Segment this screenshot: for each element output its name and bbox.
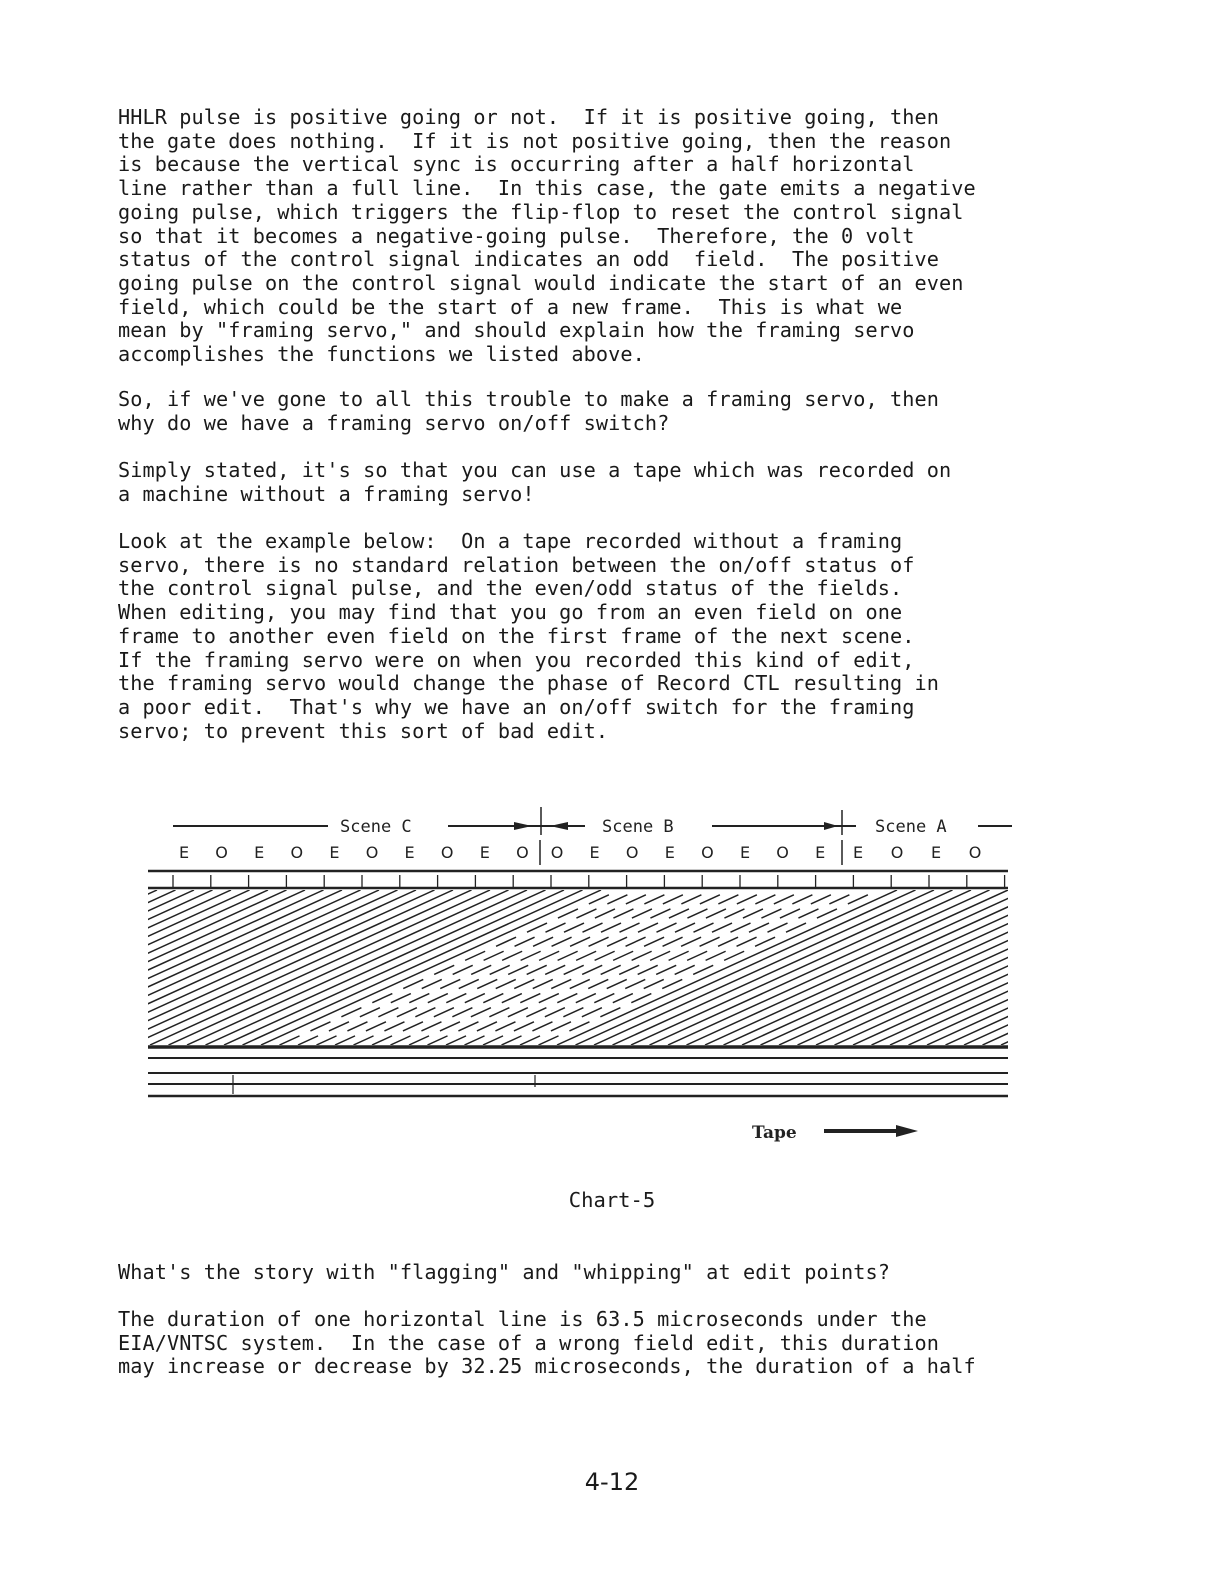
field-letter: O (890, 843, 904, 862)
video-track-line (631, 890, 971, 1045)
video-track-line (835, 890, 1021, 1045)
paragraph-horizontal-line-duration: The duration of one horizontal line is 63.5 microseconds under the EIA/VNTSC system. In the case of a wrong field edit, this duration may increase or decrease by 32.25 microseconds, the duration of a half (118, 1307, 976, 1379)
video-track-line (1020, 890, 1021, 1045)
video-track-line (335, 890, 675, 1045)
video-track-line (779, 890, 1020, 1045)
video-track-line (187, 890, 527, 1045)
field-letter: E (404, 843, 415, 862)
field-letter: O (701, 843, 714, 862)
field-letter: E (815, 843, 826, 862)
field-letter: E (739, 843, 751, 862)
ctl-pulse-ticks (173, 875, 1005, 887)
video-track-line (668, 890, 1008, 1045)
video-track-line (428, 890, 768, 1045)
video-track-line (169, 890, 509, 1045)
video-track-line (224, 890, 564, 1045)
video-track-line (354, 890, 694, 1045)
tape-field-diagram (140, 795, 1020, 1155)
field-letter: E (589, 843, 600, 862)
video-track-line (594, 890, 934, 1045)
video-track-line (206, 890, 546, 1045)
field-letter: O (290, 843, 304, 862)
video-track-line (280, 890, 620, 1045)
tape-direction-label: Tape (752, 1123, 797, 1143)
field-letter: O (516, 843, 529, 862)
field-letter: O (215, 843, 228, 862)
scene-a-label: Scene A (875, 817, 947, 837)
video-track-line (298, 890, 638, 1045)
chart-caption: Chart-5 (568, 1188, 656, 1212)
field-letter: E (664, 843, 675, 862)
paragraph-flagging-question: What's the story with "flagging" and "whipping" at edit points? (118, 1260, 890, 1284)
video-track-line (557, 890, 897, 1045)
scene-b-arrow-icon (550, 822, 568, 830)
video-track-line (502, 890, 842, 1045)
field-letter: E (329, 843, 340, 862)
field-letter: O (550, 843, 564, 862)
scene-b-end-arrow-icon (824, 822, 838, 830)
paragraph-switch-question: So, if we've gone to all this trouble to make a framing servo, then why do we have a framing servo on/off switch? (118, 387, 940, 435)
field-letter: O (625, 843, 639, 862)
video-track-line (576, 890, 916, 1045)
video-track-line (150, 890, 490, 1045)
video-track-line (539, 890, 879, 1045)
scene-header (173, 807, 1012, 837)
paragraph-framing-servo-explanation: HHLR pulse is positive going or not. If it is positive going, then the gate does nothing. If it is not positive going, then the reason is because the vertical sync is occurring after a half horizontal line rather than a full line. In this case, the gate emits a negative going pulse, which triggers the flip-flop to reset the control signal so that it becomes a negative-going pulse. Therefore, the 0 volt status of the control signal indicates an odd field. The positive going pulse on the control signal would indicate the start of an even field, which could be the start of a new frame. This is what we mean by "framing servo," and should explain how the framing servo accomplishes the functions we listed above. (118, 105, 976, 367)
paragraph-switch-answer: Simply stated, it's so that you can use a tape which was recorded on a machine without a framing servo! (118, 458, 952, 506)
video-track-line (520, 890, 860, 1045)
video-track-line (140, 890, 194, 1045)
field-letter: E (852, 843, 864, 862)
video-track-line (140, 890, 324, 1045)
video-track-line (140, 890, 176, 1045)
field-letter: E (479, 843, 490, 862)
field-letter: E (930, 843, 942, 862)
field-letter: O (776, 843, 789, 862)
field-letter: O (440, 843, 454, 862)
video-track-line (483, 890, 823, 1045)
audio-track-lines (148, 1047, 1008, 1096)
scene-c-label: Scene C (340, 817, 412, 837)
video-track-line (140, 890, 250, 1045)
field-letter: E (254, 843, 265, 862)
page-number: 4-12 (584, 1468, 640, 1496)
video-track-line (890, 890, 1020, 1045)
field-letter: O (365, 843, 379, 862)
field-letters (179, 843, 981, 862)
video-track-line (409, 890, 749, 1045)
video-track-line (465, 890, 805, 1045)
scene-c-arrow-icon (514, 822, 532, 830)
video-track-line (140, 890, 453, 1045)
video-track-line (964, 890, 1020, 1045)
video-track-line (140, 890, 379, 1045)
scene-b-label: Scene B (602, 817, 674, 837)
video-track-line (650, 890, 990, 1045)
video-track-line (446, 890, 786, 1045)
tape-arrowhead-icon (896, 1125, 918, 1137)
video-track-line (983, 890, 1021, 1045)
video-track-line (391, 890, 731, 1045)
video-track-line (317, 890, 657, 1045)
video-track-line (261, 890, 601, 1045)
paragraph-example: Look at the example below: On a tape recorded without a framing servo, there is no standard relation between the on/off status of the control signal pulse, and the even/odd status of the fields. When editing, you may find that you go from an even field on one frame to another even field on the first frame of the next scene. If the framing servo were on when you recorded this kind of edit, the framing servo would change the phase of Record CTL resulting in a poor edit. That's why we have an on/off switch for the framing servo; to prevent this sort of bad edit. (118, 529, 940, 743)
video-track-line (140, 890, 268, 1045)
video-track-line (372, 890, 712, 1045)
field-letter: E (178, 843, 190, 862)
video-track-line (613, 890, 953, 1045)
video-track-line (243, 890, 583, 1045)
field-letter: O (968, 843, 982, 862)
control-track-top (148, 871, 1008, 888)
video-track-hatch (140, 890, 1020, 1045)
